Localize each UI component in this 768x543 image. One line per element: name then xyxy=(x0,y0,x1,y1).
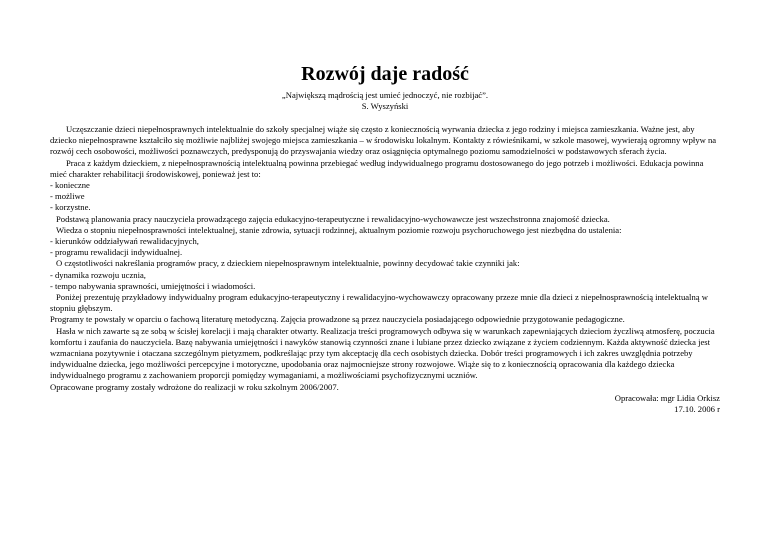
paragraph: Programy te powstały w oparciu o fachową literaturę metodyczną. Zajęcia prowadzone są przez nauczyciela posiadającego odpowiednie przygotowanie pedagogiczne. xyxy=(50,314,625,325)
document-body xyxy=(50,124,720,393)
list-item: - kierunków oddziaływań rewalidacyjnych, xyxy=(50,236,199,247)
paragraph: Praca z każdym dzieckiem, z niepełnosprawnością intelektualną powinna przebiegać według indywidualnego programu dostosowanego do jego potrzeb i możliwości. Edukacja powinna mieć charakter rehabilitacji środowiskowej, ponieważ jest to: xyxy=(50,157,704,179)
paragraph: Podstawą planowania pracy nauczyciela prowadzącego zajęcia edukacyjno-terapeutyczne i rewalidacyjno-wychowawcze jest wszechstronna znajomość dziecka. xyxy=(56,213,610,224)
motto-quote: „Największą mądrością jest umieć jednoczyć, nie rozbijać”. xyxy=(281,90,489,100)
paragraph: Hasła w nich zawarte są ze sobą w ścisłej korelacji i mają charakter otwarty. Realizacja treści programowych odbywa się w warunkach zapewniających dzieciom życzliwą atmosferę, poczucia komfortu i zaufania do nauczyciela. Bazę nabywania umiejętności i nawyków stanowią czynności znane i lubiane przez dziecko związane z życiem codziennym. Każda aktywność dziecka jest wzmacniana pozytywnie i otaczana szczególnym pietyzmem, podkreślając przy tym akceptację dla cech osobistych dziecka. Dobór treści programowych i ich zakres uwzględnia potrzeby indywidualne dziecka, jego możliwości percepcyjne i motoryczne, upodobania oraz najmocniejsze strony rozwojowe. Wiąże się to z koniecznością opracowania dla każdego dziecka indywidualnego programu z zachowaniem proporcji pomiędzy wymaganiami, a możliwościami psychofizycznymi uczniów. xyxy=(50,325,715,381)
list-item: - konieczne xyxy=(50,180,90,191)
document-title: Rozwój daje radość xyxy=(301,63,469,85)
list-item: - możliwe xyxy=(50,191,85,202)
paragraph: Poniżej prezentuję przykładowy indywidualny program edukacyjno-terapeutyczny i rewalidacyjno-wychowawczy opracowany przeze mnie dla dzieci z niepełnosprawnością intelektualną w stopniu głębszym. xyxy=(50,292,708,314)
list-item: - dynamika rozwoju ucznia, xyxy=(50,269,146,280)
list-item: - tempo nabywania sprawności, umiejętności i wiadomości. xyxy=(50,280,256,291)
paragraph: O częstotliwości nakreślania programów pracy, z dzieckiem niepełnosprawnym intelektualnie, powinny decydować takie czynniki jak: xyxy=(56,258,520,269)
paragraph: Opracowane programy zostały wdrożone do realizacji w roku szkolnym 2006/2007. xyxy=(50,381,339,392)
signature-name: Opracowała: mgr Lidia Orkisz xyxy=(614,392,720,403)
paragraph: Uczęszczanie dzieci niepełnosprawnych intelektualnie do szkoły specjalnej wiąże się często z koniecznością wyrwania dziecka z jego rodziny i miejsca zamieszkania. Ważne jest, aby dziecko niepełnosprawne kształciło się możliwie najbliżej swojego miejsca zamieszkania – w środowisku lokalnym. Kontakty z rówieśnikami, w szkole masowej, wywierają ogromny wpływ na rozwój cech osobowości, możliwości poznawczych, predysponują do przyswajania wiedzy oraz osiągnięcia optymalnego poziomu samodzielności w podstawowych sferach życia. xyxy=(50,124,717,157)
list-item: - programu rewalidacji indywidualnej. xyxy=(50,247,183,258)
paragraph: Wiedza o stopniu niepełnosprawności intelektualnej, stanie zdrowia, sytuacji rodzinnej, aktualnym poziomie rozwoju psychoruchowego jest niezbędna do ustalenia: xyxy=(56,224,622,235)
document-page xyxy=(50,62,720,415)
signature-date: 17.10. 2006 r xyxy=(674,404,720,415)
list-item: - korzystne. xyxy=(50,202,91,213)
motto-author: S. Wyszyński xyxy=(361,101,409,111)
